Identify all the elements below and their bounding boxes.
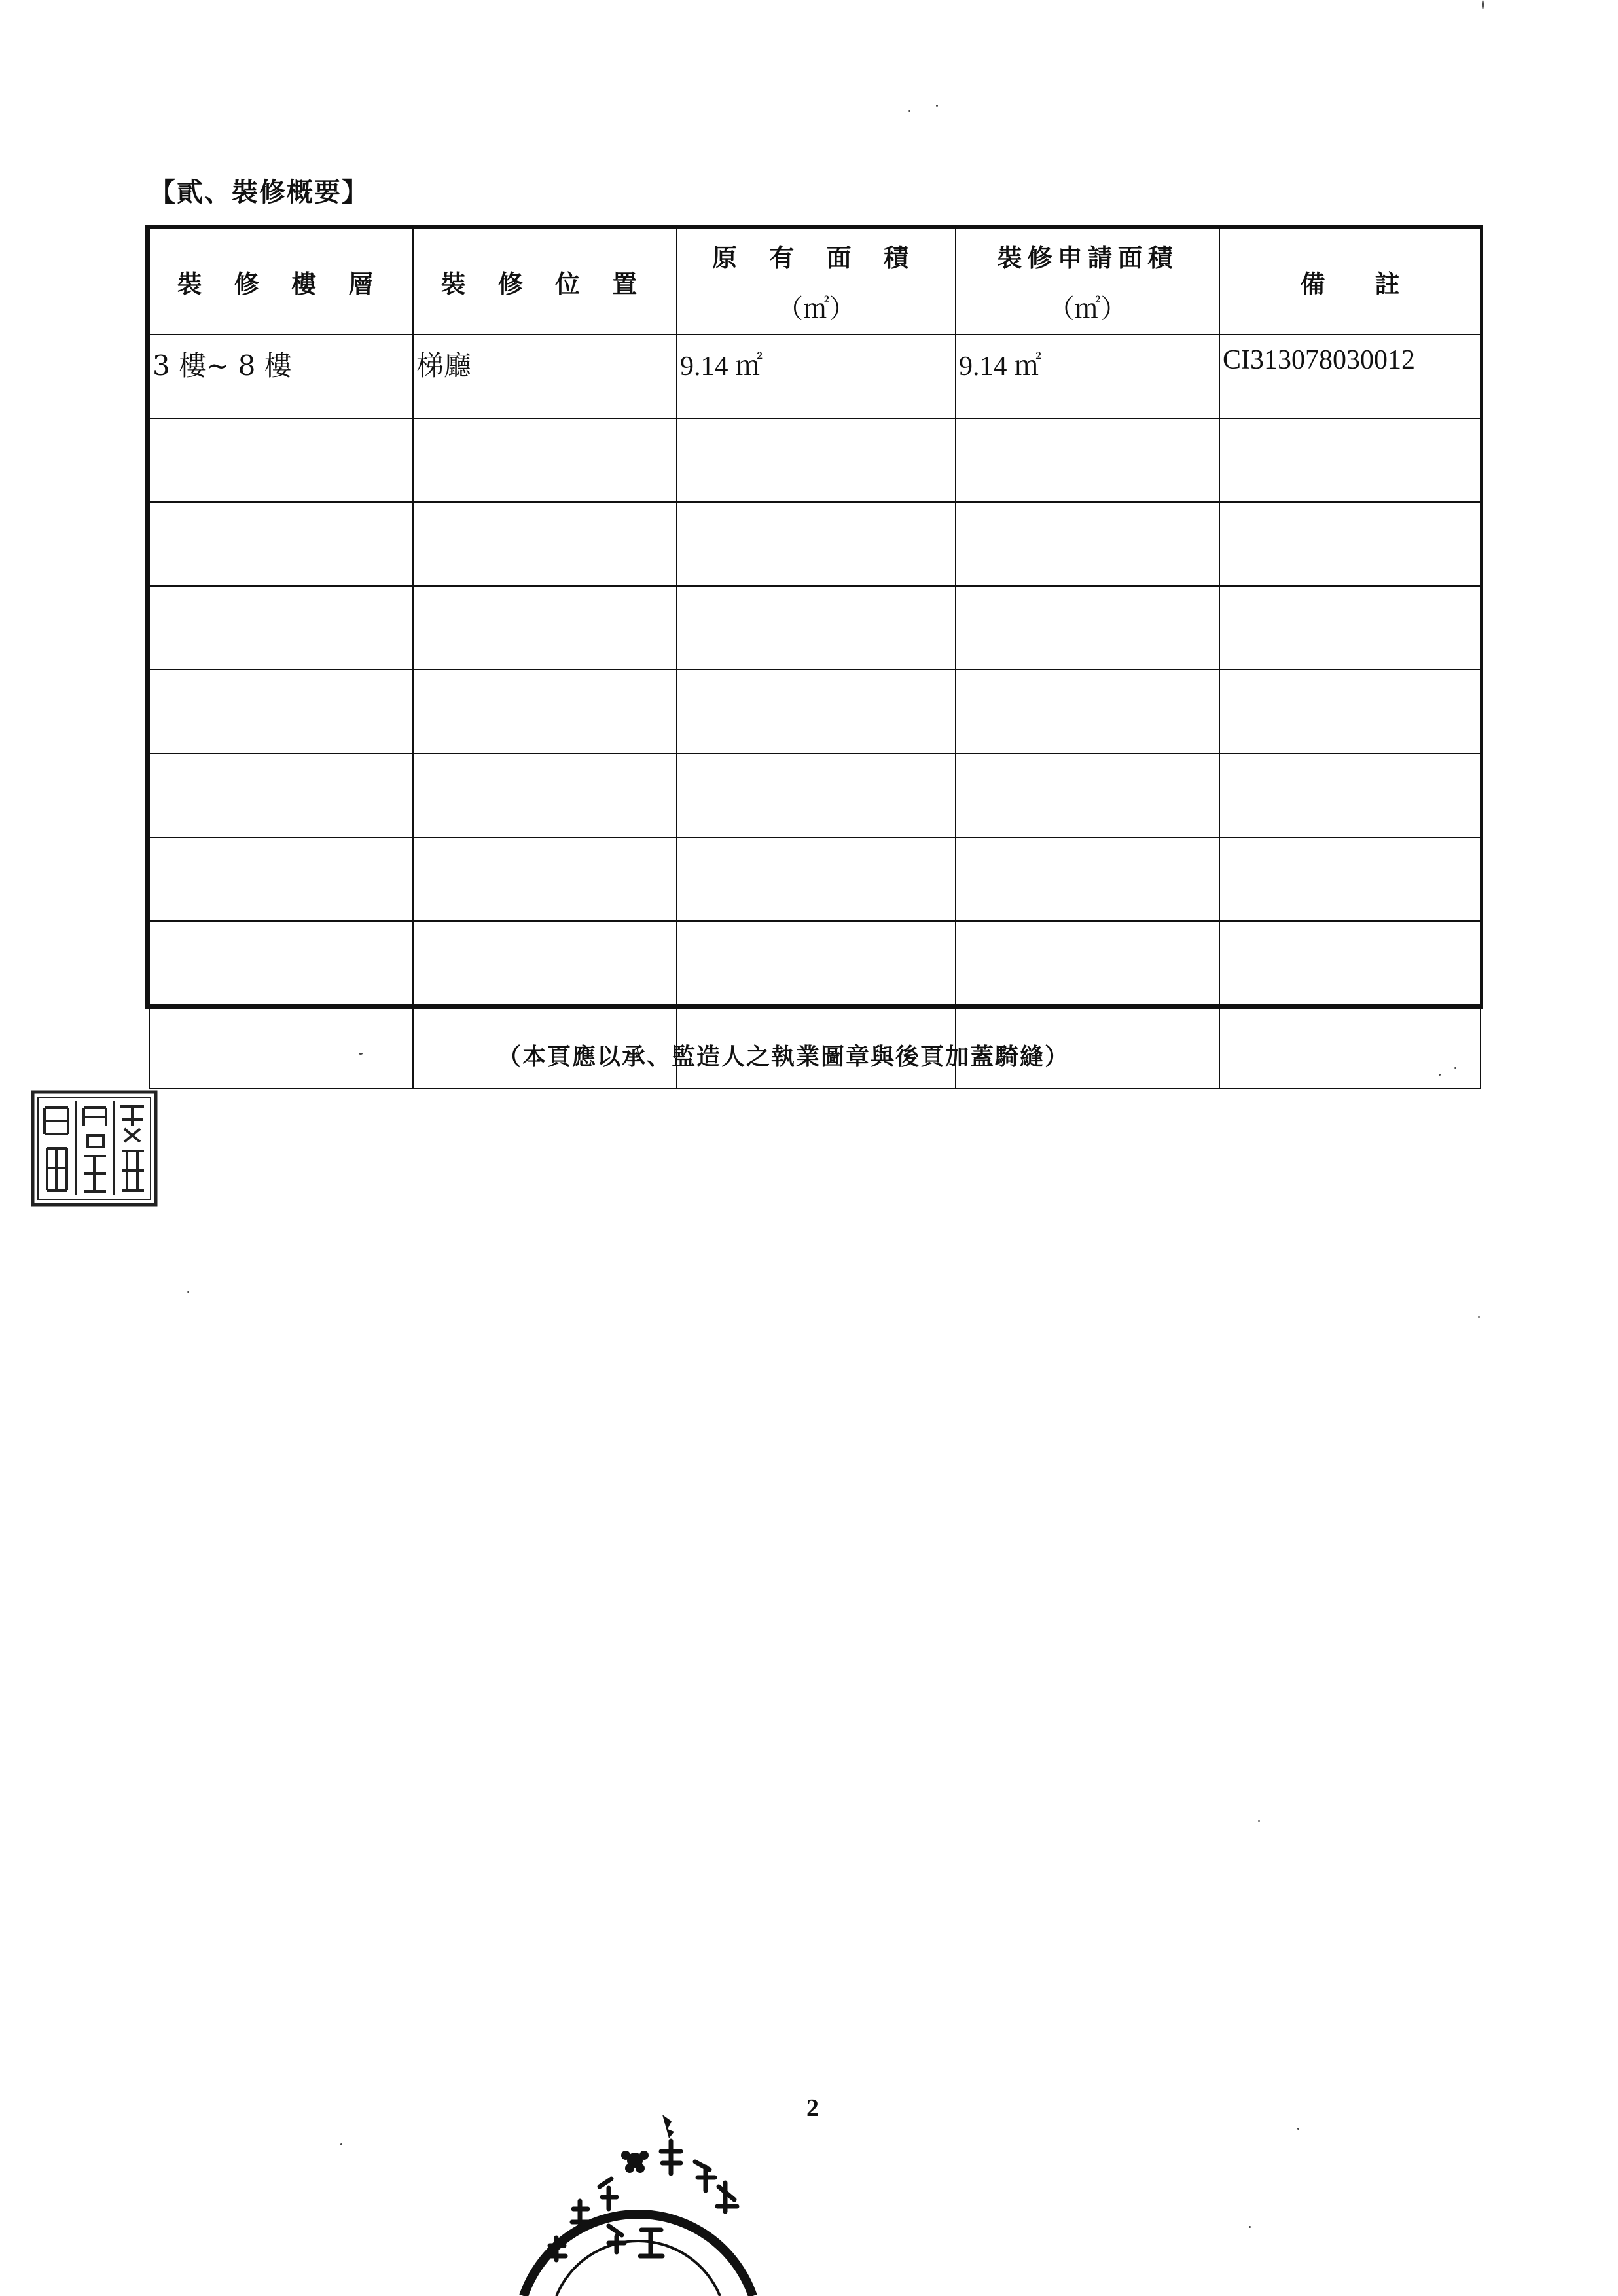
table-cell-empty [149,1005,413,1089]
scan-speck [1454,1067,1456,1069]
scan-speck [1297,2128,1299,2130]
header-applied-area-unit: （㎡） [1048,294,1127,324]
table-cell-empty [1219,837,1481,921]
scan-speck [1439,1074,1441,1076]
table-row-empty [149,502,1481,586]
table-cell-empty [1219,921,1481,1005]
table-cell-empty [677,502,956,586]
cross-page-seal-note: （本頁應以承、監造人之執業圖章與後頁加蓋騎縫） [497,1043,1070,1070]
table-cell-empty [677,837,956,921]
table-cell-empty [677,754,956,837]
table-cell-empty [956,837,1219,921]
table-cell-empty [413,837,677,921]
scan-speck [908,110,910,112]
header-applied-area-label: 裝修申請面積 [997,243,1178,272]
table-cell-empty [413,586,677,670]
table-cell-empty [1219,1005,1481,1089]
header-location [413,228,677,335]
table-cell-empty [956,921,1219,1005]
scan-speck [1258,1820,1260,1822]
table-cell-empty [1219,502,1481,586]
header-location-label: 裝 修 位 置 [440,268,649,299]
header-remarks-label: 備 註 [1300,268,1400,299]
header-remarks [1219,228,1481,335]
table-cell-empty [149,586,413,670]
table-cell-empty [413,754,677,837]
cell-original-area: 9.14 ㎡ [677,335,956,418]
table-cell-empty [1219,418,1481,502]
table-row-empty [149,837,1481,921]
header-original-area [677,228,956,335]
table-cell-empty [413,921,677,1005]
table-cell-empty [413,418,677,502]
table-cell-empty [413,670,677,754]
table-cell-empty [956,670,1219,754]
table-cell-empty [677,586,956,670]
section-title: 【貳、裝修概要】 [149,177,369,208]
table-cell-empty [956,586,1219,670]
header-applied-area [956,228,1219,335]
cell-floor: 3 樓~ 8 樓 [149,335,413,418]
scan-speck [340,2143,342,2145]
renovation-summary-table [145,225,1483,1009]
header-floor-label: 裝 修 樓 層 [177,268,386,299]
table-cell-empty [149,921,413,1005]
header-original-area-unit: （㎡） [777,294,855,324]
table-row-empty [149,586,1481,670]
table-cell-empty [956,754,1219,837]
table-cell-empty [149,754,413,837]
table-row-empty [149,418,1481,502]
page-number: 2 [806,2094,819,2122]
table-cell-empty [413,502,677,586]
scan-speck [1478,1316,1480,1318]
table-cell-empty [677,921,956,1005]
table-cell-empty [149,837,413,921]
government-seal-image [511,2115,766,2296]
table-cell-empty [677,418,956,502]
table-cell-empty [1219,586,1481,670]
table-cell-empty [1219,754,1481,837]
table-cell-empty [956,502,1219,586]
table-row-empty [149,670,1481,754]
table-cell-empty [149,418,413,502]
scan-speck [187,1291,189,1293]
table-row-empty [149,921,1481,1005]
architect-seal-image [29,1088,160,1209]
table-header-row [149,228,1481,335]
table-cell-empty [1219,670,1481,754]
table-cell-empty [149,502,413,586]
table-cell-empty [677,670,956,754]
cell-location: 梯廳 [413,335,677,418]
scan-speck [1482,0,1484,9]
table-row-empty [149,754,1481,837]
header-floor [149,228,413,335]
header-original-area-label: 原 有 面 積 [712,243,920,272]
scan-speck [936,105,938,107]
table-cell-empty [956,418,1219,502]
cell-remarks: CI313078030012 [1219,335,1481,418]
scan-speck [1249,2226,1251,2228]
table-row [149,335,1481,418]
table-cell-empty [149,670,413,754]
cell-applied-area: 9.14 ㎡ [956,335,1219,418]
scan-speck [359,1053,363,1055]
